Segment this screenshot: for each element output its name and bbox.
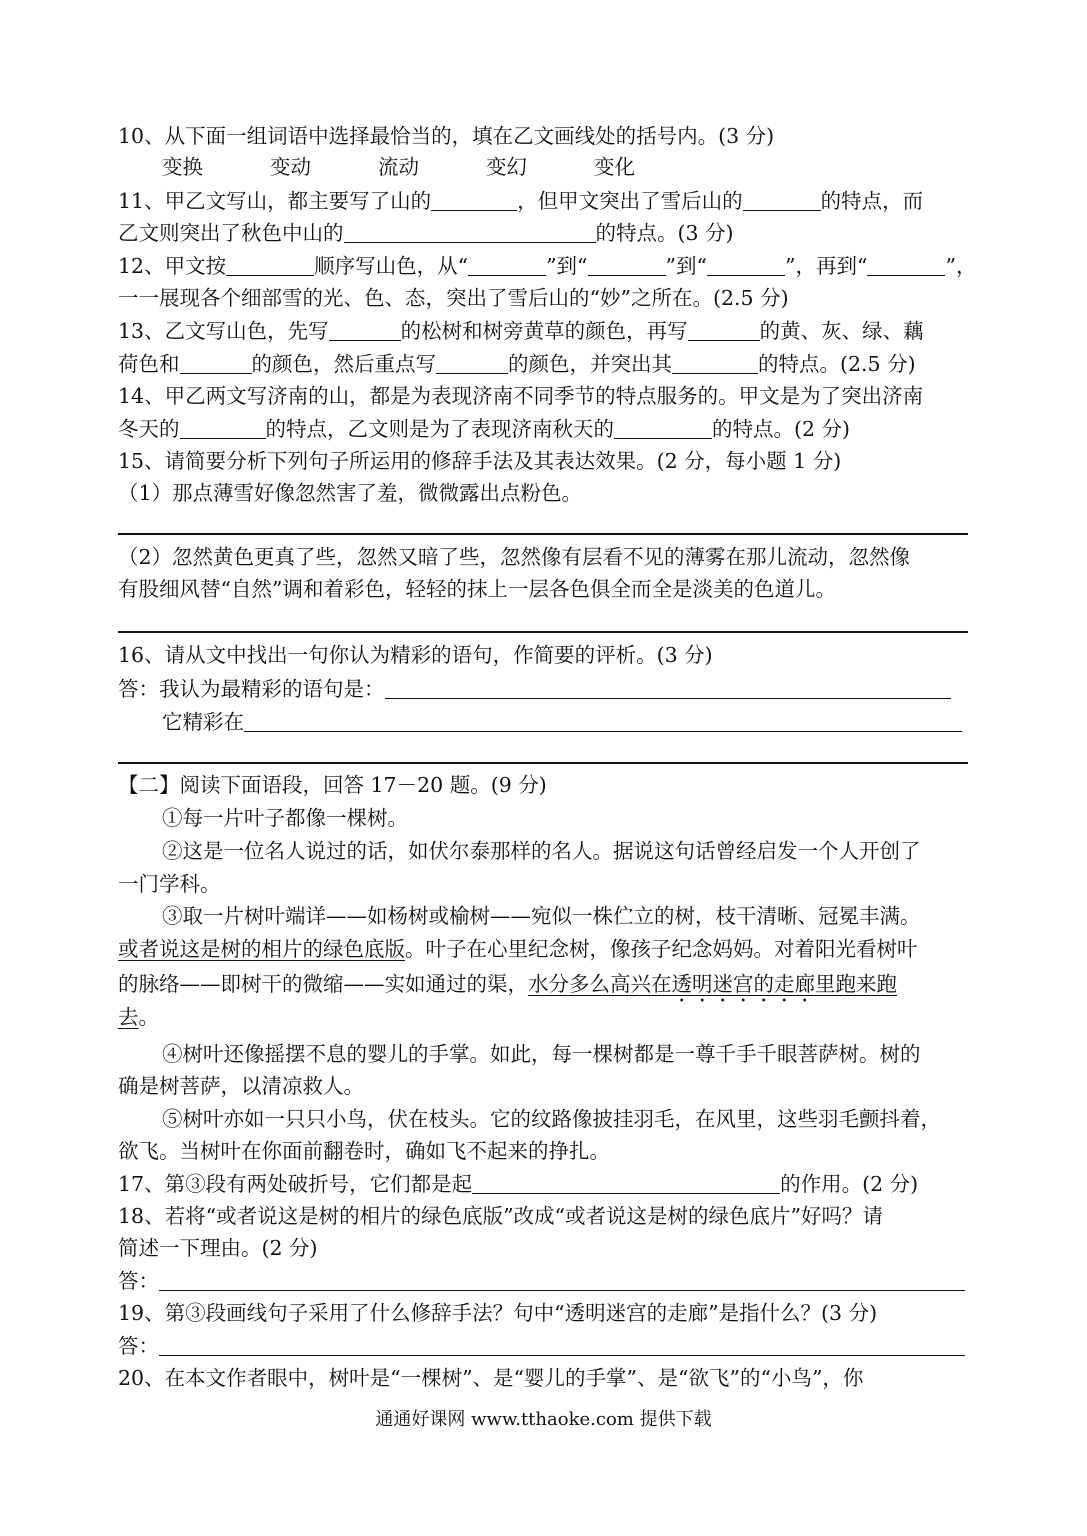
answer-blank[interactable]	[688, 320, 760, 341]
answer-blank[interactable]	[672, 353, 758, 374]
q17-text: 17、第③段有两处破折号，它们都是起 的作用。(2 分)	[118, 1172, 919, 1196]
answer-blank[interactable]	[588, 255, 666, 276]
answer-line[interactable]	[118, 762, 968, 764]
q16-answer-2: 它精彩在	[162, 711, 962, 735]
underlined-sentence: 里跑来跑	[815, 972, 897, 996]
q16-text: 16、请从文中找出一句你认为精彩的语句，作简要的评析。(3 分)	[118, 643, 713, 667]
para-3d: 去。	[118, 1005, 159, 1029]
para-4a: ④树叶还像摇摆不息的婴儿的手掌。如此，每一棵树都是一尊千手千眼菩萨树。树的	[162, 1042, 921, 1066]
answer-blank[interactable]	[472, 1173, 780, 1194]
answer-blank[interactable]	[431, 190, 517, 211]
q15-sentence-2a: （2）忽然黄色更真了些，忽然又暗了些，忽然像有层看不见的薄雾在那儿流动，忽然像	[118, 545, 911, 569]
q18-line2: 简述一下理由。(2 分)	[118, 1236, 318, 1260]
q18-answer: 答：	[118, 1270, 965, 1294]
answer-blank[interactable]	[329, 320, 401, 341]
footer-credit: 通通好课网 www.tthaoke.com 提供下载	[375, 1409, 712, 1430]
q15-sentence-1: （1）那点薄雪好像忽然害了羞，微微露出点粉色。	[118, 481, 583, 505]
q10-options	[162, 157, 702, 181]
answer-blank[interactable]	[344, 222, 596, 243]
underlined-sentence: 或者说这是树的相片的绿色底版	[118, 937, 405, 961]
answer-blank[interactable]	[180, 353, 252, 374]
answer-blank[interactable]	[385, 678, 951, 699]
q19-answer: 答：	[118, 1335, 965, 1359]
q12-line2: 一一展现各个细部雪的光、色、态，突出了雪后山的“妙”之所在。(2.5 分)	[118, 286, 789, 310]
q11-line2: 乙文则突出了秋色中山的 的特点。(3 分)	[118, 221, 734, 245]
answer-blank[interactable]	[707, 255, 785, 276]
para-5b: 欲飞。当树叶在你面前翻卷时，确如飞不起来的挣扎。	[118, 1139, 610, 1163]
q15-text: 15、请简要分析下列句子所运用的修辞手法及其表达效果。(2 分，每小题 1 分)	[118, 449, 842, 473]
underlined-sentence: 水分多么高兴在	[528, 972, 672, 996]
q20-text: 20、在本文作者眼中，树叶是“一棵树”、是“婴儿的手掌”、是“欲飞”的“小鸟”，你	[118, 1366, 864, 1390]
dotted-phrase: 透明迷宫的走廊	[671, 972, 815, 996]
answer-blank[interactable]	[159, 1335, 965, 1356]
para-4b: 确是树菩萨，以清凉救人。	[118, 1074, 364, 1098]
answer-blank[interactable]	[159, 1270, 965, 1291]
q14-line2: 冬天的 的特点，乙文则是为了表现济南秋天的 的特点。(2 分)	[118, 417, 851, 441]
q13-line1: 13、乙文写山色，先写 的松树和树旁黄草的颜色，再写 的黄、灰、绿、藕	[118, 319, 924, 343]
para-3b: 或者说这是树的相片的绿色底版。叶子在心里纪念树，像孩子纪念妈妈。对着阳光看树叶	[118, 937, 918, 961]
answer-line[interactable]	[118, 533, 968, 535]
answer-blank[interactable]	[436, 353, 508, 374]
section2-title: 【二】阅读下面语段，回答 17－20 题。(9 分)	[118, 773, 547, 797]
q10-text: 10、从下面一组词语中选择最恰当的，填在乙文画线处的括号内。(3 分)	[118, 124, 775, 148]
answer-blank[interactable]	[244, 711, 962, 732]
answer-line[interactable]	[118, 631, 968, 633]
q12-line1: 12、甲文按 顺序写山色，从“ ”到“ ”到“ ”，再到“ ”，	[118, 254, 977, 278]
q14-line1: 14、甲乙两文写济南的山，都是为表现济南不同季节的特点服务的。甲文是为了突出济南	[118, 384, 924, 408]
underlined-sentence: 去	[118, 1005, 139, 1029]
answer-blank[interactable]	[226, 255, 314, 276]
para-3a: ③取一片树叶端详——如杨树或榆树——宛似一株伫立的树，枝干清晰、冠冕丰满。	[162, 904, 921, 928]
para-2a: ②这是一位名人说过的话，如伏尔泰那样的名人。据说这句话曾经启发一个人开创了	[162, 839, 921, 863]
para-1: ①每一片叶子都像一棵树。	[162, 806, 408, 830]
q10-option: 变幻	[486, 155, 527, 179]
answer-blank[interactable]	[180, 418, 266, 439]
answer-blank[interactable]	[867, 255, 945, 276]
q10-option: 流动	[378, 155, 419, 179]
para-5a: ⑤树叶亦如一只只小鸟，伏在枝头。它的纹路像披挂羽毛，在风里，这些羽毛颤抖着，	[162, 1107, 941, 1131]
para-3c: 的脉络——即树干的微缩——实如通过的渠，水分多么高兴在透明迷宫的走廊里跑来跑	[118, 972, 897, 996]
q15-sentence-2b: 有股细风替“自然”调和着彩色，轻轻的抹上一层各色俱全而全是淡美的色道儿。	[118, 577, 836, 601]
q16-answer-1: 答：我认为最精彩的语句是：	[118, 678, 951, 702]
q13-line2: 荷色和 的颜色，然后重点写 的颜色，并突出其 的特点。(2.5 分)	[118, 352, 916, 376]
q11-line1: 11、甲乙文写山，都主要写了山的 ，但甲文突出了雪后山的 的特点，而	[118, 189, 924, 213]
para-2b: 一门学科。	[118, 872, 221, 896]
q18-line1: 18、若将“或者说这是树的相片的绿色底版”改成“或者说这是树的绿色底片”好吗？请	[118, 1204, 884, 1228]
answer-blank[interactable]	[468, 255, 546, 276]
q10-option: 变换	[162, 155, 203, 179]
q19-text: 19、第③段画线句子采用了什么修辞手法？句中“透明迷宫的走廊”是指什么？(3 分)	[118, 1301, 878, 1325]
answer-blank[interactable]	[743, 190, 821, 211]
q10-option: 变化	[594, 155, 635, 179]
answer-blank[interactable]	[614, 418, 712, 439]
q10-option: 变动	[270, 155, 311, 179]
